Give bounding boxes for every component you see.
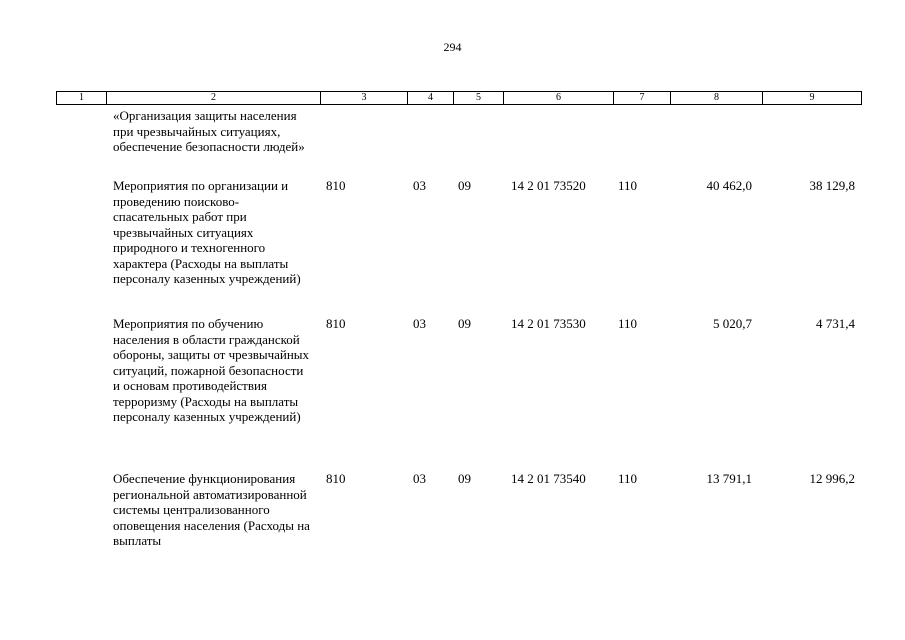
intro-text: «Организация защиты населения при чрезвычайных ситуациях, обеспечение безопасности людей» <box>113 108 305 154</box>
row-expense-type: 110 <box>618 178 638 193</box>
row-ministry: 810 <box>326 471 346 486</box>
row-subsection: 09 <box>458 178 471 193</box>
column-number-4: 4 <box>408 92 454 105</box>
row-sum-2: 38 129,8 <box>809 178 855 193</box>
row-sum-1: 13 791,1 <box>706 471 752 486</box>
row-target: 14 2 01 73530 <box>511 316 586 331</box>
column-number-5: 5 <box>454 92 504 105</box>
column-number-3: 3 <box>321 92 408 105</box>
column-number-8: 8 <box>671 92 763 105</box>
column-number-1: 1 <box>57 92 107 105</box>
row-ministry: 810 <box>326 178 346 193</box>
row-subsection: 09 <box>458 471 471 486</box>
row-sum-1: 5 020,7 <box>713 316 752 331</box>
row-section: 03 <box>413 178 426 193</box>
row-target: 14 2 01 73540 <box>511 471 586 486</box>
column-header-table <box>56 91 862 105</box>
row-ministry: 810 <box>326 316 346 331</box>
row-subsection: 09 <box>458 316 471 331</box>
column-number-9: 9 <box>763 92 862 105</box>
column-number-6: 6 <box>504 92 614 105</box>
row-name: Мероприятия по организации и проведению поисково-спасательных работ при чрезвычайных ситуациях природного и техногенного характера (Расходы на выплаты персоналу казенных учреждений) <box>113 178 301 286</box>
column-number-2: 2 <box>107 92 321 105</box>
row-expense-type: 110 <box>618 471 638 486</box>
row-expense-type: 110 <box>618 316 638 331</box>
row-sum-2: 4 731,4 <box>816 316 855 331</box>
row-name: Мероприятия по обучению населения в области гражданской обороны, защиты от чрезвычайных ситуаций, пожарной безопасности и основам противодействия терроризму (Расходы на выплаты персоналу казенных учреждений) <box>113 316 310 424</box>
row-sum-1: 40 462,0 <box>706 178 752 193</box>
row-target: 14 2 01 73520 <box>511 178 586 193</box>
row-name: Обеспечение функционирования региональной автоматизированной системы централизованного оповещения населения (Расходы на выплаты <box>113 471 310 548</box>
page-number: 294 <box>443 40 462 54</box>
column-number-7: 7 <box>614 92 671 105</box>
row-sum-2: 12 996,2 <box>809 471 855 486</box>
row-section: 03 <box>413 471 426 486</box>
row-section: 03 <box>413 316 426 331</box>
